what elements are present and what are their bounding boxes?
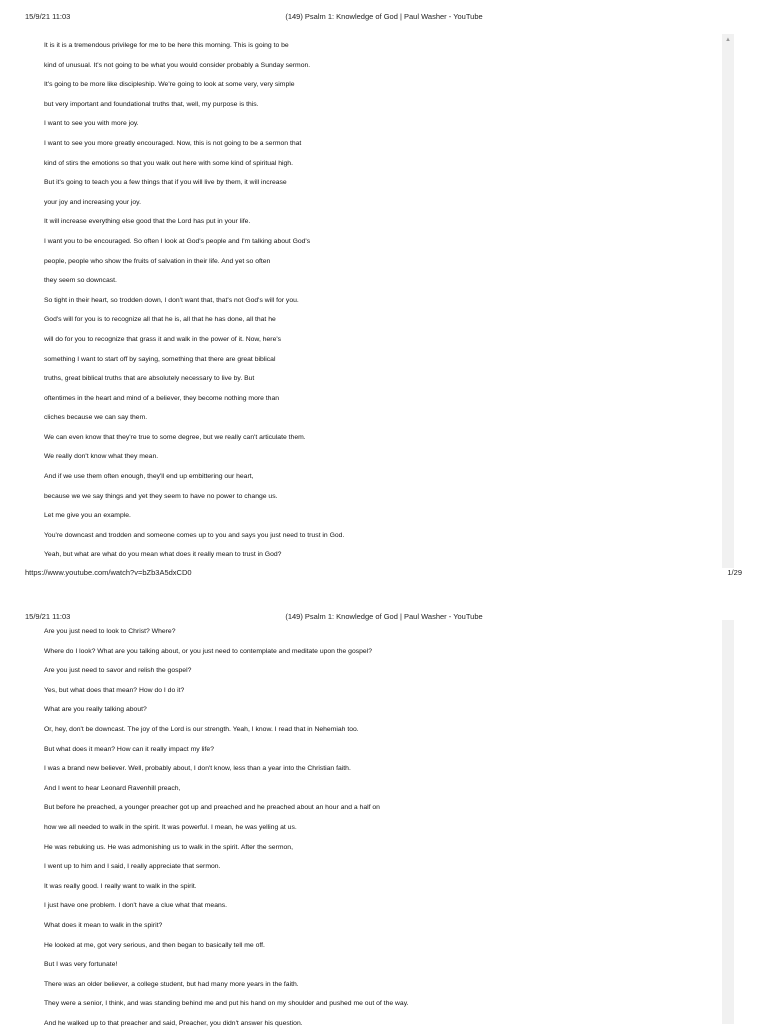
transcript-line: You're downcast and trodden and someone comes up to you and says you just need to trust in God.	[44, 531, 345, 539]
page-number: 1/29	[727, 568, 742, 577]
transcript-line: your joy and increasing your joy.	[44, 198, 141, 206]
transcript-line: because we we say things and yet they seem to have no power to change us.	[44, 492, 278, 500]
transcript-line: Or, hey, don't be downcast. The joy of the Lord is our strength. Yeah, I know. I read that in Nehemiah too.	[44, 725, 359, 733]
transcript-line: God's will for you is to recognize all that he is, all that he has done, all that he	[44, 316, 276, 324]
transcript-line: What are you really talking about?	[44, 706, 147, 714]
transcript-line: And he walked up to that preacher and said, Preacher, you didn't answer his question.	[44, 1019, 303, 1027]
transcript-line: They were a senior, I think, and was standing behind me and put his hand on my shoulder and pushed me out of the way.	[44, 1000, 409, 1008]
page-title: (149) Psalm 1: Knowledge of God | Paul Washer - YouTube	[285, 612, 483, 621]
transcript-line: It's going to be more like discipleship. We're going to look at some very, very simple	[44, 81, 295, 89]
transcript-line: something I want to start off by saying, something that there are great biblical	[44, 355, 276, 363]
transcript-line: We can even know that they're true to some degree, but we really can't articulate them.	[44, 433, 306, 441]
transcript-line: It is it is a tremendous privilege for me to be here this morning. This is going to be	[44, 42, 289, 49]
transcript-line: There was an older believer, a college student, but had many more years in the faith.	[44, 980, 299, 988]
transcript-text	[44, 36, 714, 565]
transcript-line: Yeah, but what are what do you mean what does it really mean to trust in God?	[44, 551, 282, 559]
scroll-up-arrow-icon[interactable]: ▲	[725, 37, 731, 43]
scrollbar[interactable]	[722, 34, 734, 568]
transcript-line: kind of unusual. It's not going to be what you would consider probably a Sunday sermon.	[44, 61, 311, 69]
transcript-line: But I was very fortunate!	[44, 961, 118, 969]
page-title: (149) Psalm 1: Knowledge of God | Paul Washer - YouTube	[285, 12, 483, 21]
transcript-line: But before he preached, a younger preacher got up and preached and he preached about an hour and a half on	[44, 804, 380, 812]
transcript-line: kind of stirs the emotions so that you walk out here with some kind of spiritual high.	[44, 159, 293, 167]
transcript-line: people, people who show the fruits of salvation in their life. And yet so often	[44, 257, 271, 265]
print-date: 15/9/21 11:03	[25, 12, 71, 21]
transcript-line: I want to see you more greatly encouraged. Now, this is not going to be a sermon that	[44, 139, 302, 147]
transcript-line: So tight in their heart, so trodden down, I don't want that, that's not God's will for you.	[44, 296, 299, 304]
page-header	[0, 12, 768, 24]
page-url[interactable]: https://www.youtube.com/watch?v=bZb3A5dxCD0	[25, 568, 192, 577]
transcript-line: It was really good. I really want to walk in the spirit.	[44, 882, 197, 890]
transcript-line: But it's going to teach you a few things that if you will live by them, it will increase	[44, 179, 287, 187]
transcript-line: will do for you to recognize that grass it and walk in the power of it. Now, here's	[44, 335, 282, 343]
transcript-line: Are you just need to savor and relish the gospel?	[44, 667, 192, 675]
transcript-line: And if we use them often enough, they'll end up embittering our heart,	[44, 473, 254, 481]
transcript-line: I just have one problem. I don't have a clue what that means.	[44, 902, 228, 910]
transcript-line: truths, great biblical truths that are absolutely necessary to live by. But	[44, 375, 255, 383]
transcript-line: We really don't know what they mean.	[44, 453, 159, 461]
transcript-line: Yes, but what does that mean? How do I do it?	[44, 686, 185, 694]
transcript-line: but very important and foundational truths that, well, my purpose is this.	[44, 100, 259, 108]
transcript-line: Where do I look? What are you talking about, or you just need to contemplate and meditate upon the gospel?	[44, 647, 372, 655]
transcript-line: But what does it mean? How can it really impact my life?	[44, 745, 214, 753]
transcript-line: they seem so downcast.	[44, 277, 117, 285]
transcript-line: oftentimes in the heart and mind of a believer, they become nothing more than	[44, 394, 280, 402]
print-date: 15/9/21 11:03	[25, 612, 71, 621]
transcript-line: I went up to him and I said, I really appreciate that sermon.	[44, 863, 221, 871]
pdf-page-2	[0, 600, 768, 1027]
transcript-line: I want you to be encouraged. So often I look at God's people and I'm talking about God's	[44, 237, 311, 245]
transcript-line: And I went to hear Leonard Ravenhill preach,	[44, 784, 181, 792]
scrollbar[interactable]	[722, 620, 734, 1024]
transcript-line: I want to see you with more joy.	[44, 120, 139, 128]
transcript-line: how we all needed to walk in the spirit. It was powerful. I mean, he was yelling at us.	[44, 823, 297, 831]
transcript-text	[44, 622, 714, 1033]
transcript-line: It will increase everything else good that the Lord has put in your life.	[44, 218, 251, 226]
transcript-line: What does it mean to walk in the spirit?	[44, 921, 163, 929]
transcript-line: Let me give you an example.	[44, 512, 131, 520]
transcript-line: cliches because we can say them.	[44, 414, 148, 422]
transcript-line: Are you just need to look to Christ? Where?	[44, 628, 176, 635]
transcript-line: He looked at me, got very serious, and then began to basically tell me off.	[44, 941, 265, 949]
transcript-line: He was rebuking us. He was admonishing us to walk in the spirit. After the sermon,	[44, 843, 293, 851]
transcript-line: I was a brand new believer. Well, probably about, I don't know, less than a year into the Christian faith.	[44, 765, 351, 773]
